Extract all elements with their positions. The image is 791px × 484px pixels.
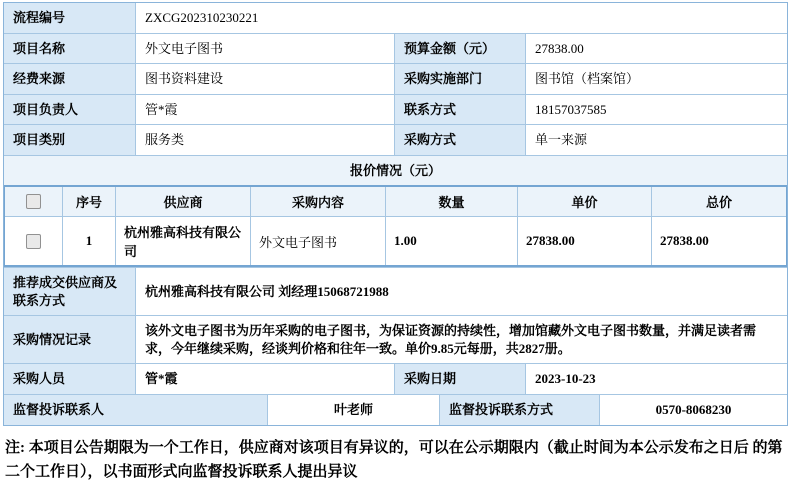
supervision-phone-value: 0570-8068230 [599,395,787,425]
col-header-content: 采购内容 [250,187,385,216]
col-header-qty: 数量 [385,187,517,216]
purchasing-dept-value: 图书馆（档案馆） [525,64,787,94]
fund-source-label: 经费来源 [4,64,135,94]
quote-table-row [5,216,786,265]
table-row [4,124,787,155]
table-row [4,363,787,394]
budget-value: 27838.00 [525,34,787,64]
project-leader-label: 项目负责人 [4,95,135,125]
announcement-note: 注: 本项目公告期限为一个工作日，供应商对该项目有异议的，可以在公示期限内（截止时间为本公示发布之日后 的第二个工作日），以书面形式向监督投诉联系人提出异议 [5,439,783,480]
total-price-value: 27838.00 [651,217,786,265]
quote-table-header-row [5,187,786,216]
table-row [4,33,787,64]
buyer-value: 管*霞 [135,364,394,394]
select-all-cell [5,187,62,216]
table-row [4,267,787,315]
row-checkbox[interactable] [26,234,41,249]
col-header-supplier: 供应商 [115,187,250,216]
col-header-total-price: 总价 [651,187,786,216]
purchase-date-label: 采购日期 [394,364,525,394]
project-name-value: 外文电子图书 [135,34,394,64]
quote-section-header-row [4,155,787,186]
purchase-record-value: 该外文电子图书为历年采购的电子图书，为保证资源的持续性，增加馆藏外文电子图书数量，并满足读者需求，今年继续采购，经谈判价格和往年一致。单价9.85元每册，共2827册。 [135,316,787,363]
purchase-date-value: 2023-10-23 [525,364,787,394]
process-no-value: ZXCG202310230221 [135,3,787,33]
table-row [4,394,787,425]
procurement-info-table [3,2,788,426]
table-row [4,3,787,33]
supplier-value: 杭州雅高科技有限公司 [115,217,250,265]
recommended-supplier-label: 推荐成交供应商及联系方式 [4,268,135,315]
project-leader-value: 管*霞 [135,95,394,125]
table-row [4,315,787,363]
purchasing-dept-label: 采购实施部门 [394,64,525,94]
col-header-seq: 序号 [62,187,115,216]
purchase-record-label: 采购情况记录 [4,316,135,363]
purchase-method-value: 单一来源 [525,125,787,155]
content-value: 外文电子图书 [250,217,385,265]
qty-value: 1.00 [385,217,517,265]
seq-value: 1 [62,217,115,265]
table-row [4,63,787,94]
select-all-checkbox[interactable] [26,194,41,209]
contact-value: 18157037585 [525,95,787,125]
supervision-contact-label: 监督投诉联系人 [4,395,267,425]
unit-price-value: 27838.00 [517,217,651,265]
buyer-label: 采购人员 [4,364,135,394]
row-select-cell [5,217,62,265]
project-type-value: 服务类 [135,125,394,155]
purchase-method-label: 采购方式 [394,125,525,155]
table-row [4,94,787,125]
fund-source-value: 图书资料建设 [135,64,394,94]
quote-section-title: 报价情况（元） [4,156,787,186]
process-no-label: 流程编号 [4,3,135,33]
supervision-phone-label: 监督投诉联系方式 [439,395,599,425]
supervision-contact-value: 叶老师 [267,395,439,425]
project-type-label: 项目类别 [4,125,135,155]
quote-table [4,185,787,267]
col-header-unit-price: 单价 [517,187,651,216]
project-name-label: 项目名称 [4,34,135,64]
budget-label: 预算金额（元） [394,34,525,64]
recommended-supplier-value: 杭州雅高科技有限公司 刘经理15068721988 [135,268,787,315]
contact-label: 联系方式 [394,95,525,125]
